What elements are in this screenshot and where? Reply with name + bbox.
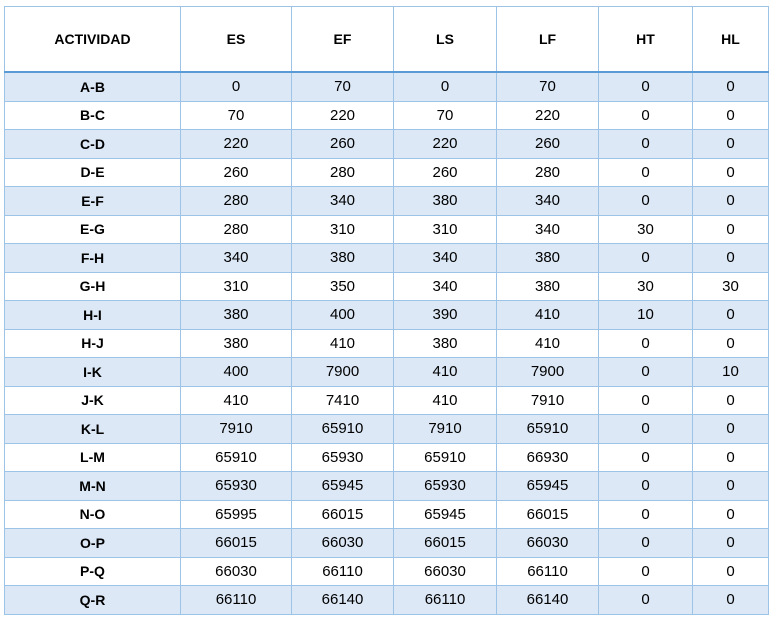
hl-cell: 0: [693, 187, 769, 216]
hl-cell: 10: [693, 358, 769, 387]
lf-cell: 66140: [497, 586, 599, 615]
ht-cell: 0: [599, 130, 693, 159]
ls-cell: 65910: [394, 443, 497, 472]
es-cell: 280: [181, 187, 292, 216]
ht-cell: 0: [599, 72, 693, 101]
hl-cell: 0: [693, 215, 769, 244]
hl-cell: 0: [693, 443, 769, 472]
hl-cell: 0: [693, 329, 769, 358]
hl-cell: 0: [693, 386, 769, 415]
column-header-ef: EF: [292, 7, 394, 73]
table-row: [5, 187, 769, 216]
ht-cell: 0: [599, 415, 693, 444]
table-row: [5, 500, 769, 529]
column-header-ht: HT: [599, 7, 693, 73]
ht-cell: 10: [599, 301, 693, 330]
ef-cell: 7900: [292, 358, 394, 387]
ef-cell: 66110: [292, 557, 394, 586]
hl-cell: 0: [693, 244, 769, 273]
activity-cell: C-D: [5, 130, 181, 159]
activity-cell: F-H: [5, 244, 181, 273]
activity-cell: I-K: [5, 358, 181, 387]
table-row: [5, 557, 769, 586]
activity-cell: A-B: [5, 72, 181, 101]
hl-cell: 0: [693, 301, 769, 330]
ht-cell: 0: [599, 358, 693, 387]
ls-cell: 65930: [394, 472, 497, 501]
table-row: [5, 358, 769, 387]
hl-cell: 0: [693, 472, 769, 501]
column-header-lf: LF: [497, 7, 599, 73]
ls-cell: 7910: [394, 415, 497, 444]
lf-cell: 260: [497, 130, 599, 159]
lf-cell: 410: [497, 301, 599, 330]
ls-cell: 260: [394, 158, 497, 187]
ef-cell: 380: [292, 244, 394, 273]
activity-cell: B-C: [5, 101, 181, 130]
ht-cell: 0: [599, 101, 693, 130]
es-cell: 220: [181, 130, 292, 159]
hl-cell: 0: [693, 415, 769, 444]
es-cell: 0: [181, 72, 292, 101]
ht-cell: 0: [599, 500, 693, 529]
activity-schedule-table: [4, 6, 769, 615]
lf-cell: 220: [497, 101, 599, 130]
es-cell: 380: [181, 301, 292, 330]
ht-cell: 0: [599, 386, 693, 415]
ht-cell: 0: [599, 329, 693, 358]
table-header: [5, 7, 769, 73]
activity-cell: H-I: [5, 301, 181, 330]
ls-cell: 66110: [394, 586, 497, 615]
activity-cell: D-E: [5, 158, 181, 187]
ef-cell: 350: [292, 272, 394, 301]
lf-cell: 280: [497, 158, 599, 187]
ls-cell: 66015: [394, 529, 497, 558]
hl-cell: 0: [693, 130, 769, 159]
ls-cell: 390: [394, 301, 497, 330]
table-row: [5, 101, 769, 130]
ls-cell: 340: [394, 244, 497, 273]
activity-cell: E-G: [5, 215, 181, 244]
ef-cell: 66015: [292, 500, 394, 529]
ht-cell: 30: [599, 272, 693, 301]
ht-cell: 0: [599, 443, 693, 472]
activity-cell: L-M: [5, 443, 181, 472]
ef-cell: 70: [292, 72, 394, 101]
activity-cell: J-K: [5, 386, 181, 415]
ef-cell: 410: [292, 329, 394, 358]
table-row: [5, 72, 769, 101]
ef-cell: 65945: [292, 472, 394, 501]
es-cell: 66030: [181, 557, 292, 586]
hl-cell: 0: [693, 529, 769, 558]
ef-cell: 400: [292, 301, 394, 330]
hl-cell: 0: [693, 158, 769, 187]
hl-cell: 30: [693, 272, 769, 301]
ls-cell: 340: [394, 272, 497, 301]
activity-cell: H-J: [5, 329, 181, 358]
es-cell: 70: [181, 101, 292, 130]
lf-cell: 66015: [497, 500, 599, 529]
hl-cell: 0: [693, 500, 769, 529]
ht-cell: 30: [599, 215, 693, 244]
lf-cell: 66110: [497, 557, 599, 586]
lf-cell: 380: [497, 272, 599, 301]
lf-cell: 66030: [497, 529, 599, 558]
ls-cell: 310: [394, 215, 497, 244]
es-cell: 65930: [181, 472, 292, 501]
ht-cell: 0: [599, 586, 693, 615]
hl-cell: 0: [693, 72, 769, 101]
es-cell: 7910: [181, 415, 292, 444]
es-cell: 280: [181, 215, 292, 244]
ht-cell: 0: [599, 244, 693, 273]
ef-cell: 260: [292, 130, 394, 159]
activity-cell: M-N: [5, 472, 181, 501]
column-header-actividad: ACTIVIDAD: [5, 7, 181, 73]
header-row: [5, 7, 769, 73]
ls-cell: 0: [394, 72, 497, 101]
lf-cell: 7910: [497, 386, 599, 415]
ls-cell: 66030: [394, 557, 497, 586]
table-row: [5, 415, 769, 444]
hl-cell: 0: [693, 586, 769, 615]
ht-cell: 0: [599, 158, 693, 187]
column-header-hl: HL: [693, 7, 769, 73]
ef-cell: 310: [292, 215, 394, 244]
ht-cell: 0: [599, 187, 693, 216]
lf-cell: 340: [497, 187, 599, 216]
ht-cell: 0: [599, 472, 693, 501]
es-cell: 66110: [181, 586, 292, 615]
hl-cell: 0: [693, 101, 769, 130]
ls-cell: 65945: [394, 500, 497, 529]
ls-cell: 220: [394, 130, 497, 159]
table-row: [5, 130, 769, 159]
lf-cell: 7900: [497, 358, 599, 387]
activity-cell: P-Q: [5, 557, 181, 586]
es-cell: 410: [181, 386, 292, 415]
activity-cell: K-L: [5, 415, 181, 444]
lf-cell: 410: [497, 329, 599, 358]
ls-cell: 380: [394, 187, 497, 216]
column-header-ls: LS: [394, 7, 497, 73]
lf-cell: 66930: [497, 443, 599, 472]
activity-cell: G-H: [5, 272, 181, 301]
ls-cell: 410: [394, 386, 497, 415]
activity-cell: O-P: [5, 529, 181, 558]
table-body: [5, 72, 769, 614]
ef-cell: 340: [292, 187, 394, 216]
table-row: [5, 329, 769, 358]
lf-cell: 380: [497, 244, 599, 273]
ef-cell: 65930: [292, 443, 394, 472]
ef-cell: 7410: [292, 386, 394, 415]
es-cell: 310: [181, 272, 292, 301]
lf-cell: 65945: [497, 472, 599, 501]
ht-cell: 0: [599, 529, 693, 558]
table-row: [5, 244, 769, 273]
ef-cell: 65910: [292, 415, 394, 444]
ef-cell: 280: [292, 158, 394, 187]
table-row: [5, 215, 769, 244]
es-cell: 65995: [181, 500, 292, 529]
activity-cell: E-F: [5, 187, 181, 216]
es-cell: 340: [181, 244, 292, 273]
ht-cell: 0: [599, 557, 693, 586]
ls-cell: 70: [394, 101, 497, 130]
es-cell: 400: [181, 358, 292, 387]
hl-cell: 0: [693, 557, 769, 586]
table-row: [5, 472, 769, 501]
ls-cell: 380: [394, 329, 497, 358]
activity-table-container: [4, 6, 768, 615]
ef-cell: 66030: [292, 529, 394, 558]
es-cell: 66015: [181, 529, 292, 558]
table-row: [5, 529, 769, 558]
es-cell: 260: [181, 158, 292, 187]
lf-cell: 340: [497, 215, 599, 244]
ef-cell: 220: [292, 101, 394, 130]
table-row: [5, 443, 769, 472]
table-row: [5, 301, 769, 330]
activity-cell: N-O: [5, 500, 181, 529]
es-cell: 380: [181, 329, 292, 358]
lf-cell: 70: [497, 72, 599, 101]
table-row: [5, 586, 769, 615]
ls-cell: 410: [394, 358, 497, 387]
es-cell: 65910: [181, 443, 292, 472]
table-row: [5, 386, 769, 415]
activity-cell: Q-R: [5, 586, 181, 615]
ef-cell: 66140: [292, 586, 394, 615]
table-row: [5, 272, 769, 301]
lf-cell: 65910: [497, 415, 599, 444]
column-header-es: ES: [181, 7, 292, 73]
table-row: [5, 158, 769, 187]
